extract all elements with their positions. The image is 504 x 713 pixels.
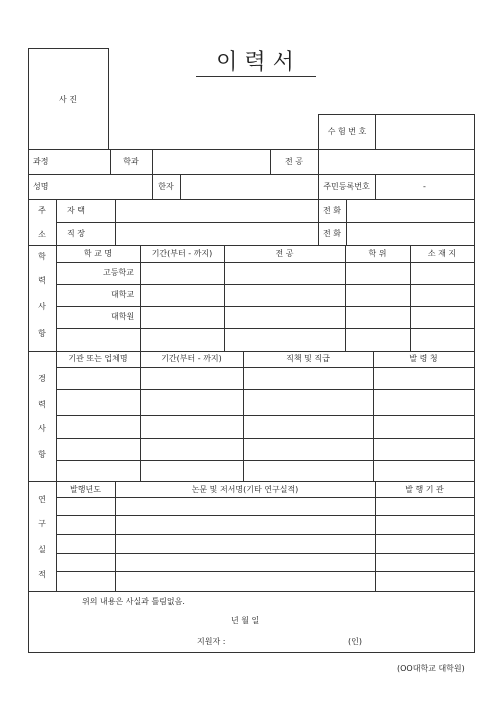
vline	[56, 199, 57, 245]
course-label: 과정	[33, 157, 49, 166]
address-label-bottom: 소	[38, 230, 46, 239]
vline	[373, 351, 374, 481]
research-header-publisher: 발 행 기 관	[405, 485, 444, 494]
vline	[375, 174, 376, 199]
career-header-org: 기관 또는 업체명	[68, 354, 128, 363]
edu-header-major: 전 공	[275, 249, 294, 258]
document-title: 이 력 서	[216, 50, 294, 75]
research-side-2: 구	[38, 519, 46, 528]
hline	[56, 460, 475, 461]
photo-right-border	[108, 48, 109, 149]
edu-row-highschool: 고등학교	[103, 268, 134, 277]
vline	[318, 149, 319, 174]
vline	[140, 351, 141, 481]
career-side-1: 경	[38, 374, 46, 383]
statement-text: 위의 내용은 사실과 틀림없음.	[82, 597, 185, 606]
hline	[28, 591, 475, 592]
hline	[28, 245, 475, 246]
dept-label: 학과	[123, 157, 139, 166]
vline	[56, 245, 57, 351]
home-phone-label: 전 화	[323, 206, 341, 215]
career-header-position: 직책 및 직급	[286, 354, 330, 363]
vline	[56, 351, 57, 481]
applicant-label: 지원자 :	[197, 637, 226, 646]
hline	[56, 328, 475, 329]
exam-top-border	[318, 114, 475, 115]
research-side-3: 실	[38, 545, 46, 554]
vline	[375, 481, 376, 591]
name-label: 성명	[33, 182, 49, 191]
hline	[56, 553, 475, 554]
career-header-issuer: 발 령 청	[409, 354, 438, 363]
career-header-period: 기간(부터 - 까지)	[161, 354, 222, 363]
date-line: 년 월 일	[231, 616, 260, 625]
vline	[56, 481, 57, 591]
organization-label: (OO대학교 대학원)	[397, 664, 465, 673]
hline	[28, 149, 475, 150]
hline	[56, 262, 475, 263]
work-phone-label: 전 화	[323, 229, 341, 238]
research-header-year: 발행년도	[70, 485, 101, 494]
vline	[115, 481, 116, 591]
photo-top-border	[28, 48, 108, 49]
vline	[152, 149, 153, 174]
hline	[56, 415, 475, 416]
edu-header-school: 학 교 명	[83, 249, 113, 258]
photo-label: 사 진	[59, 95, 77, 104]
vline	[346, 199, 347, 245]
hline	[56, 306, 475, 307]
home-address-label: 자 택	[67, 206, 85, 215]
edu-header-location: 소 재 지	[427, 249, 457, 258]
outer-bottom-border	[28, 652, 475, 653]
vline	[140, 245, 141, 351]
hline	[56, 367, 475, 368]
exam-number-label: 수 험 번 호	[327, 127, 367, 136]
research-side-4: 적	[38, 570, 46, 579]
hline	[56, 497, 475, 498]
career-side-4: 항	[38, 450, 46, 459]
hline	[56, 515, 475, 516]
seal-mark: (인)	[348, 637, 362, 646]
address-label-top: 주	[38, 206, 46, 215]
education-side-3: 사	[38, 302, 46, 311]
career-side-2: 력	[38, 400, 46, 409]
vline	[345, 245, 346, 351]
research-header-title: 논문 및 저서명(기타 연구실적)	[191, 485, 299, 494]
hanja-label: 한자	[158, 182, 174, 191]
edu-header-degree: 학 위	[368, 249, 387, 258]
major-label: 전 공	[285, 157, 303, 166]
exam-divider	[375, 114, 376, 149]
edu-header-period: 기간(부터 - 까지)	[151, 249, 213, 258]
vline	[115, 199, 116, 245]
hline	[56, 438, 475, 439]
hline	[28, 174, 475, 175]
outer-left-border	[28, 48, 29, 652]
hline	[28, 199, 475, 200]
hline	[56, 389, 475, 390]
hline	[56, 534, 475, 535]
rrn-dash: -	[423, 182, 426, 191]
research-side-1: 연	[38, 495, 46, 504]
vline	[180, 174, 181, 199]
education-side-1: 학	[38, 252, 46, 261]
career-side-3: 사	[38, 424, 46, 433]
vline	[224, 245, 225, 351]
work-address-label: 직 장	[67, 229, 85, 238]
hline	[28, 351, 475, 352]
hline	[56, 284, 475, 285]
education-side-4: 항	[38, 329, 46, 338]
title-underline	[196, 76, 316, 77]
vline	[410, 245, 411, 351]
edu-row-university: 대학교	[111, 290, 135, 299]
hline	[28, 481, 475, 482]
hline	[56, 222, 475, 223]
rrn-label: 주민등록번호	[323, 182, 370, 191]
education-side-2: 력	[38, 276, 46, 285]
vline	[243, 351, 244, 481]
edu-row-graduate: 대학원	[111, 312, 135, 321]
exam-left-border	[318, 114, 319, 149]
hline	[56, 571, 475, 572]
